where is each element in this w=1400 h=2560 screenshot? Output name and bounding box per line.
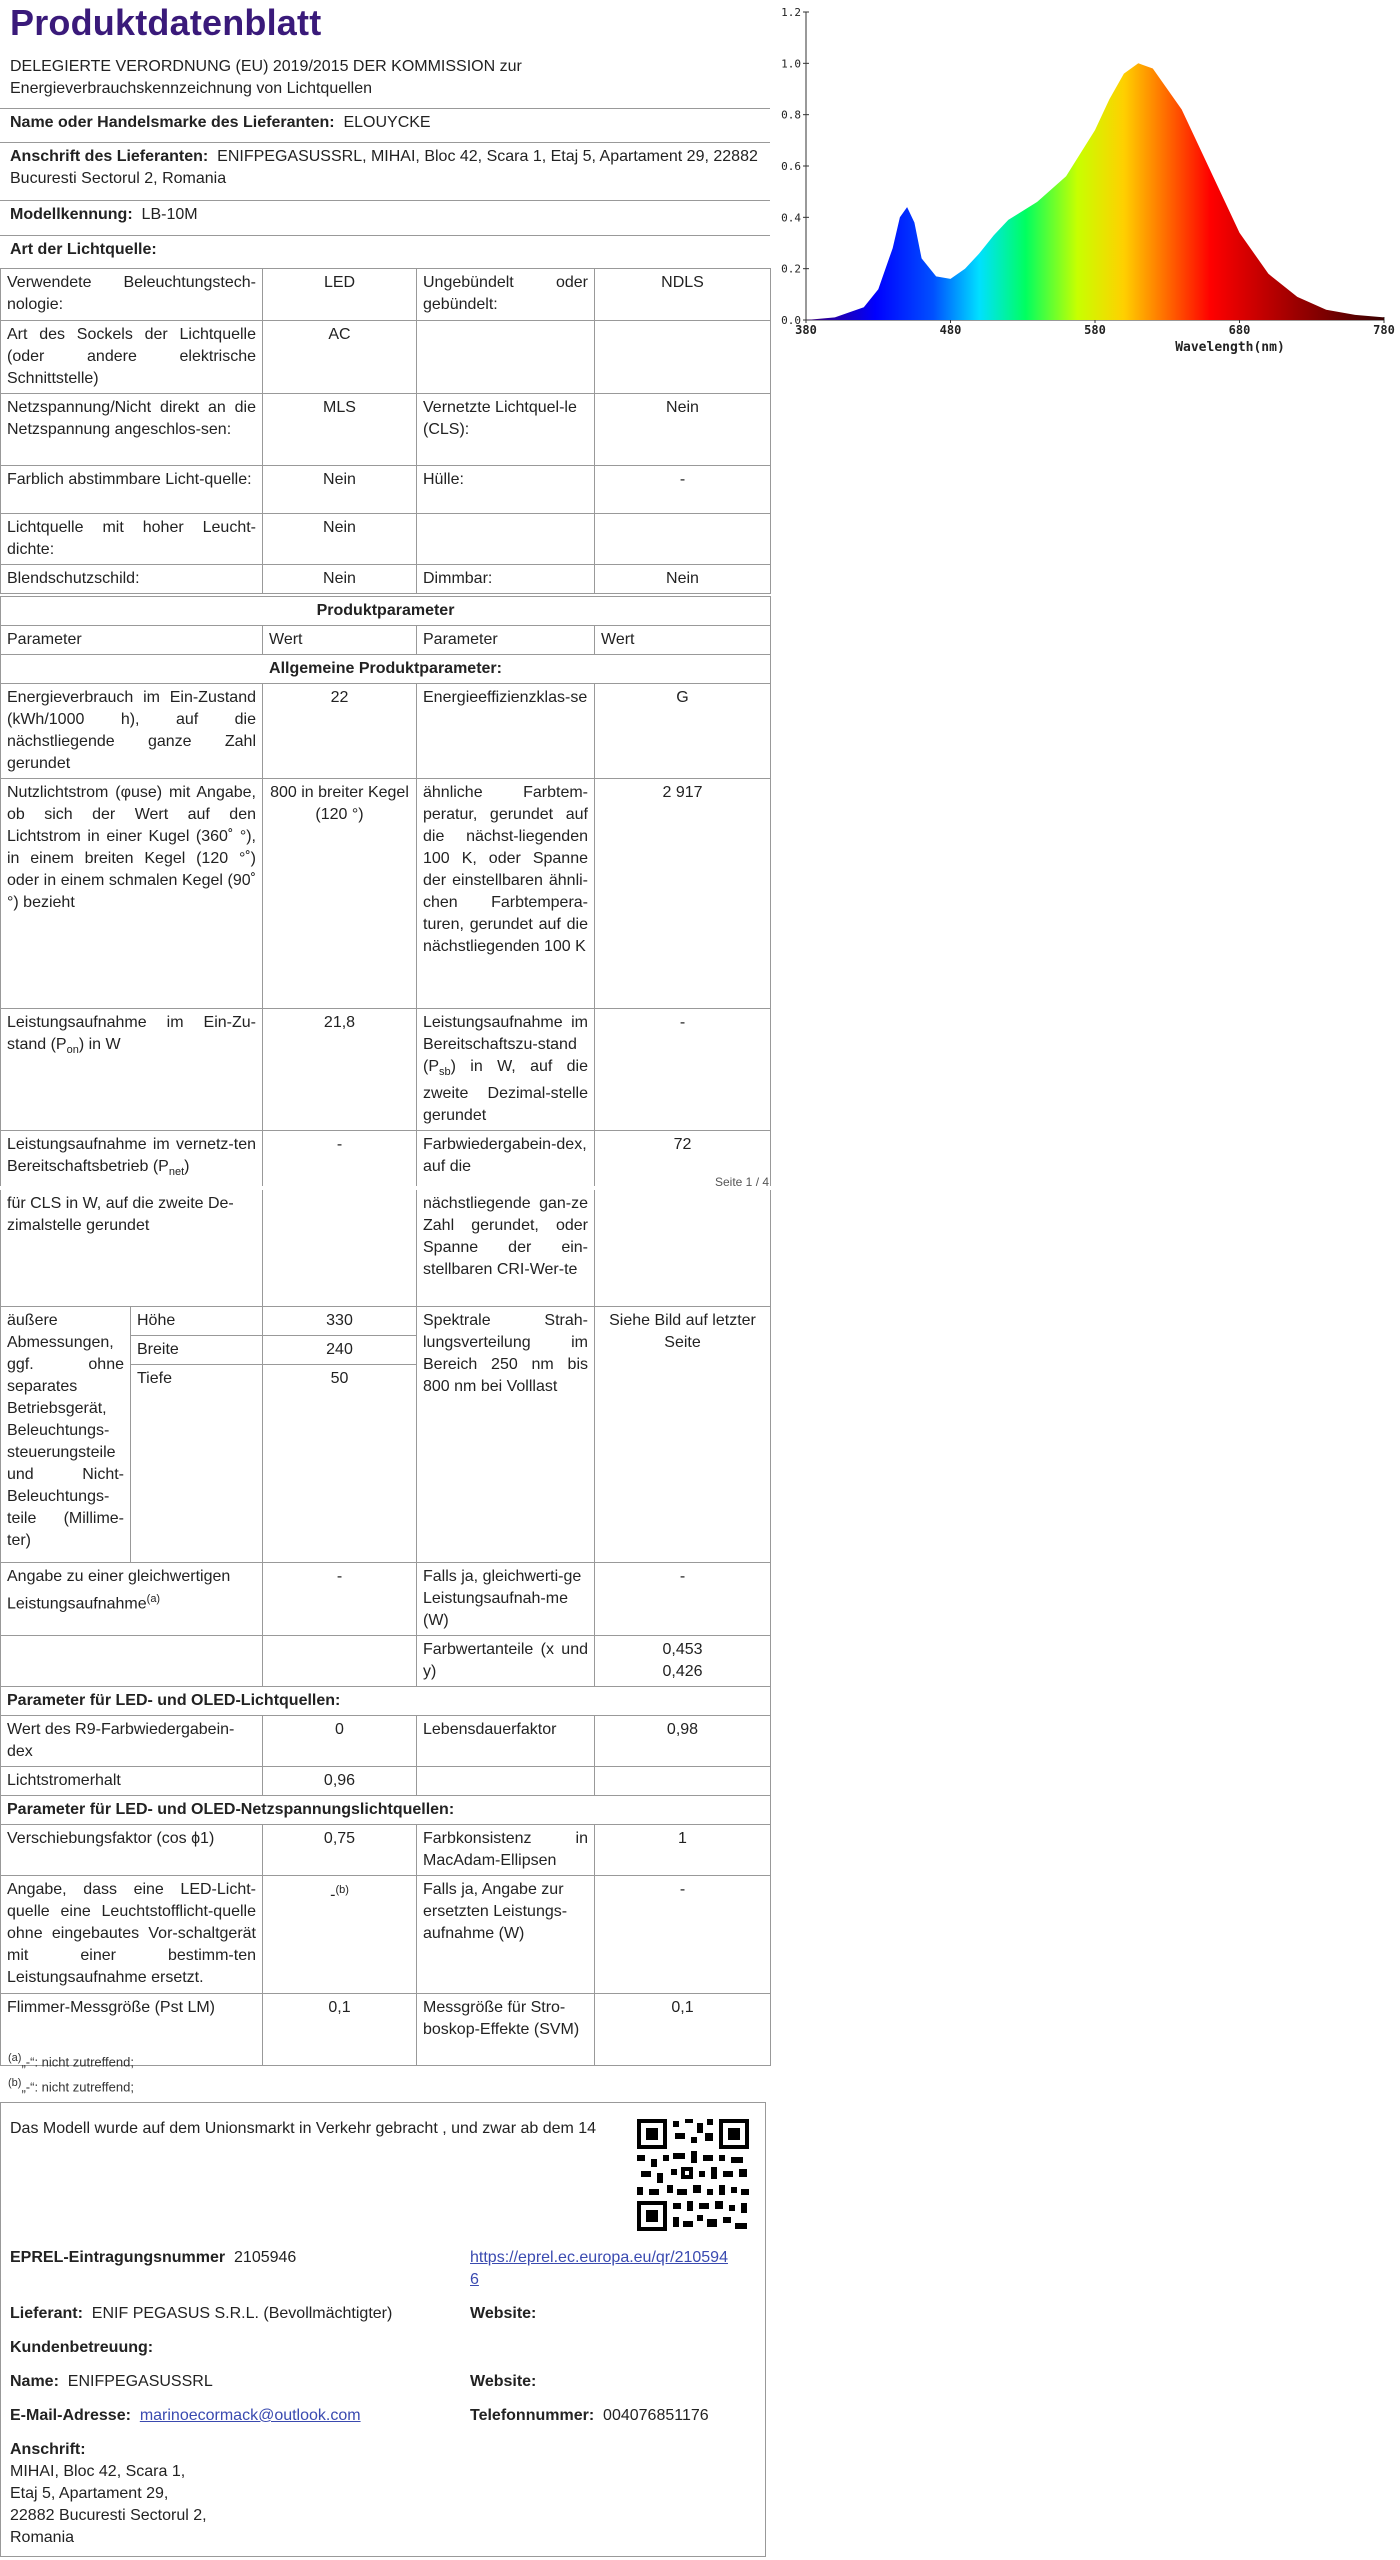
product-parameters-heading: Produktparameter [1, 597, 771, 626]
cct-label: ähnliche Farbtem-peratur, gerundet auf die nächst-liegenden 100 K, oder Spanne der einstellbaren ähnli-chen Farbtempera-turen, gerundet auf die nächstliegenden 100 K [417, 779, 595, 1009]
supplier-address-row [0, 142, 770, 198]
cell-value: Nein [595, 394, 771, 466]
y-tick-label: 0.0 [781, 314, 801, 327]
cell-value: Nein [263, 565, 417, 594]
r9-value: 0 [263, 1715, 417, 1766]
y-tick-label: 0.6 [781, 160, 801, 173]
supplier-row: Lieferant: ENIF PEGASUS S.R.L. (Bevollmächtigter) [10, 2305, 393, 2322]
displacement-factor-value: 0,75 [263, 1824, 417, 1875]
qr-code-icon [637, 2119, 749, 2231]
footnote-a: $^{(a)}$„-“: nicht zutreffend; [8, 2052, 134, 2070]
cell-value: - [595, 466, 771, 514]
contact-name-row: Name: ENIFPEGASUSSRL [10, 2373, 213, 2390]
model-row [0, 200, 770, 232]
flicker-metric-label: Flimmer-Messgröße (Pst LM) [1, 1993, 263, 2065]
cell-value: MLS [263, 394, 417, 466]
led-parameters-heading: Parameter für LED- und OLED-Lichtquellen: [1, 1686, 771, 1715]
cell-value: Nein [595, 565, 771, 594]
cell-label: Dimmbar: [417, 565, 595, 594]
product-parameters-table-continued [0, 1190, 771, 2066]
table-row [1, 269, 771, 321]
supplier-address-value: ENIFPEGASUSSRL, MIHAI, Bloc 42, Scara 1, Etaj 5, Apartament 29, 22882 Bucuresti Sectorul 2, Romania [10, 148, 758, 187]
x-tick-label: 380 [795, 323, 817, 337]
cri-label: Farbwiedergabein-dex, auf die [417, 1131, 595, 1187]
market-text: Das Modell wurde auf dem Unionsmarkt in Verkehr gebracht , und zwar ab dem 14 [10, 2120, 597, 2137]
psb-value: - [595, 1009, 771, 1131]
table-row [1, 514, 771, 565]
cell-label: Blendschutzschild: [1, 565, 263, 594]
x-tick-label: 780 [1373, 323, 1395, 337]
eprel-link[interactable]: https://eprel.ec.europa.eu/qr/2105946 [470, 2249, 728, 2288]
cell-label: Vernetzte Lichtquel-le (CLS): [417, 394, 595, 466]
luminous-flux-label: Nutzlichtstrom (φuse) mit Angabe, ob sich der Wert auf den Lichtstrom in einer Kugel (360˚ °), in einem breiten Kegel (120 °˚) oder in einem schmalen Kegel (90˚ °) bezieht [1, 779, 263, 1009]
spectrum-area [806, 63, 1384, 320]
equivalent-power2-label: Falls ja, gleichwerti-ge Leistungsaufnah-me (W) [417, 1562, 595, 1635]
x-tick-label: 480 [939, 323, 962, 337]
empty-cell [263, 1635, 417, 1686]
phone-row: Telefonnummer: 004076851176 [470, 2407, 709, 2424]
spd-value: Siehe Bild auf letzter Seite [595, 1306, 771, 1562]
energy-class-value: G [595, 684, 771, 779]
lumen-maintenance-label: Lichtstromerhalt [1, 1766, 263, 1795]
spd-label: Spektrale Strah-lungsverteilung im Bereich 250 nm bis 800 nm bei Volllast [417, 1306, 595, 1562]
pnet-value: - [263, 1131, 417, 1187]
cell-value: NDLS [595, 269, 771, 321]
supplier-address-label: Anschrift des Lieferanten: [10, 148, 209, 165]
cri-label-continued: nächstliegende gan-ze Zahl gerundet, oder Spanne der ein-stellbaren CRI-Wer-te [417, 1190, 595, 1306]
chromaticity-label: Farbwertanteile (x und y) [417, 1635, 595, 1686]
empty-cell [595, 1766, 771, 1795]
cell-value [595, 514, 771, 565]
cri-value: 72 [595, 1131, 771, 1187]
col-header-param: Parameter [417, 626, 595, 655]
cell-label: Farblich abstimmbare Licht-quelle: [1, 466, 263, 514]
stroboscopic-metric-value: 0,1 [595, 1993, 771, 2065]
cct-value: 2 917 [595, 779, 771, 1009]
y-tick-label: 1.0 [781, 57, 801, 71]
cell-label: Netzspannung/Nicht direkt an die Netzspannung angeschlos-sen: [1, 394, 263, 466]
luminous-flux-value: 800 in breiter Kegel (120 °) [263, 779, 417, 1009]
stroboscopic-metric-label: Messgröße für Stro-boskop-Effekte (SVM) [417, 1993, 595, 2065]
dimensions-label: äußere Abmessungen, ggf. ohne separates Betriebsgerät, Beleuchtungs-steuerungsteile und Nicht-Beleuchtungs-teile (Millime-ter) [1, 1306, 131, 1562]
cell-label: Ungebündelt oder gebündelt: [417, 269, 595, 321]
pnet-label-continued: für CLS in W, auf die zweite De-zimalstelle gerundet [1, 1190, 263, 1306]
col-header-param: Parameter [1, 626, 263, 655]
mains-parameters-heading: Parameter für LED- und OLED-Netzspannungslichtquellen: [1, 1795, 771, 1824]
cell-label [417, 514, 595, 565]
fluorescent-replacement-value: -$^{(b)}$ [263, 1875, 417, 1993]
cell-label: Hülle: [417, 466, 595, 514]
y-tick-label: 0.2 [781, 262, 801, 276]
dim-height-value: 330 [263, 1306, 417, 1335]
col-header-value: Wert [263, 626, 417, 655]
y-tick-label: 0.8 [781, 108, 801, 122]
displacement-factor-label: Verschiebungsfaktor (cos ϕ1) [1, 1824, 263, 1875]
dim-height-label: Höhe [131, 1306, 263, 1335]
cell-value [595, 321, 771, 394]
spectral-distribution-chart [780, 0, 1400, 360]
empty-cell [263, 1190, 417, 1306]
general-parameters-heading: Allgemeine Produktparameter: [1, 655, 771, 684]
lumen-maintenance-value: 0,96 [263, 1766, 417, 1795]
psb-label: Leistungsaufnahme im Bereitschaftszu-stand $(P_{sb})$ in W, auf die zweite Dezimal-stelle gerundet [417, 1009, 595, 1131]
cell-value: Nein [263, 514, 417, 565]
cell-value: AC [263, 321, 417, 394]
customer-service-label: Kundenbetreuung: [10, 2339, 154, 2356]
supplier-info-box [0, 2102, 766, 2557]
model-label: Modellkennung: [10, 206, 133, 223]
footnote-b: $^{(b)}$„-“: nicht zutreffend; [8, 2077, 134, 2095]
pon-label: Leistungsaufnahme im Ein-Zu-stand $(P_{on})$ in W [1, 1009, 263, 1131]
address-block: Anschrift: MIHAI, Bloc 42, Scara 1, Etaj 5, Apartament 29, 22882 Bucuresti Sectorul 2, Romania [10, 2441, 207, 2546]
y-tick-label: 1.2 [781, 6, 801, 19]
cell-label [417, 321, 595, 394]
pon-value: 21,8 [263, 1009, 417, 1131]
colour-consistency-label: Farbkonsistenz in MacAdam-Ellipsen [417, 1824, 595, 1875]
cell-label: Art des Sockels der Lichtquelle (oder andere elektrische Schnittstelle) [1, 321, 263, 394]
empty-cell [1, 1635, 263, 1686]
cell-label: Lichtquelle mit hoher Leucht-dichte: [1, 514, 263, 565]
email-row: E-Mail-Adresse: marinoecormack@outlook.com [10, 2407, 361, 2424]
survival-factor-value: 0,98 [595, 1715, 771, 1766]
energy-class-label: Energieeffizienzklas-se [417, 684, 595, 779]
type-table [0, 268, 771, 594]
flicker-metric-value: 0,1 [263, 1993, 417, 2065]
colour-consistency-value: 1 [595, 1824, 771, 1875]
replaced-power-value: - [595, 1875, 771, 1993]
survival-factor-label: Lebensdauerfaktor [417, 1715, 595, 1766]
cell-label: Verwendete Beleuchtungstech-nologie: [1, 269, 263, 321]
x-axis-label: Wavelength(nm) [1175, 340, 1285, 355]
x-tick-label: 680 [1228, 323, 1251, 337]
empty-cell [595, 1190, 771, 1306]
regulation-subtitle: DELEGIERTE VERORDNUNG (EU) 2019/2015 DER KOMMISSION zur Energieverbrauchskennzeichnung von Lichtquellen [10, 58, 522, 97]
dim-width-label: Breite [131, 1335, 263, 1364]
energy-consumption-label: Energieverbrauch im Ein-Zustand (kWh/1000 h), auf die nächstliegende ganze Zahl gerundet [1, 684, 263, 779]
empty-cell [417, 1766, 595, 1795]
dim-depth-label: Tiefe [131, 1364, 263, 1562]
email-link[interactable]: marinoecormack@outlook.com [139, 2407, 361, 2424]
equivalent-power2-value: - [595, 1562, 771, 1635]
equivalent-power-label: Angabe zu einer gleichwertigen Leistungsaufnahme$^{(a)}$ [1, 1562, 263, 1635]
eprel-row: EPREL-Eintragungsnummer 2105946 [10, 2249, 297, 2266]
equivalent-power-value: - [263, 1562, 417, 1635]
page-title: Produktdatenblatt [10, 2, 322, 43]
table-row [1, 466, 771, 514]
supplier-name-label: Name oder Handelsmarke des Lieferanten: [10, 114, 335, 131]
light-source-type-label: Art der Lichtquelle: [10, 241, 157, 258]
table-row [1, 565, 771, 594]
r9-label: Wert des R9-Farbwiedergabein-dex [1, 1715, 263, 1766]
product-parameters-table [0, 596, 771, 1186]
cell-value: LED [263, 269, 417, 321]
table-row [1, 394, 771, 466]
col-header-value: Wert [595, 626, 771, 655]
pnet-label: Leistungsaufnahme im vernetz-ten Bereitschaftsbetrieb $(P_{net})$ [1, 1131, 263, 1187]
table-row [1, 321, 771, 394]
website2-label: Website: [470, 2373, 537, 2390]
replaced-power-label: Falls ja, Angabe zur ersetzten Leistungs-aufnahme (W) [417, 1875, 595, 1993]
supplier-name-value: ELOUYCKE [343, 114, 431, 131]
fluorescent-replacement-label: Angabe, dass eine LED-Licht-quelle eine Leuchtstofflicht-quelle ohne eingebautes Vor-schaltgerät mit einer bestimm-ten Leistungsaufnahme ersetzt. [1, 1875, 263, 1993]
light-source-type-row [0, 235, 770, 267]
model-value: LB-10M [141, 206, 198, 223]
page-number: Seite 1 / 4 [715, 1175, 770, 1189]
energy-consumption-value: 22 [263, 684, 417, 779]
website-label: Website: [470, 2305, 537, 2322]
y-tick-label: 0.4 [781, 211, 801, 225]
chromaticity-value: 0,453 0,426 [595, 1635, 771, 1686]
dim-width-value: 240 [263, 1335, 417, 1364]
dim-depth-value: 50 [263, 1364, 417, 1562]
x-tick-label: 580 [1084, 323, 1106, 337]
spectrum-svg [780, 0, 1400, 360]
supplier-name-row [0, 108, 770, 140]
cell-value: Nein [263, 466, 417, 514]
